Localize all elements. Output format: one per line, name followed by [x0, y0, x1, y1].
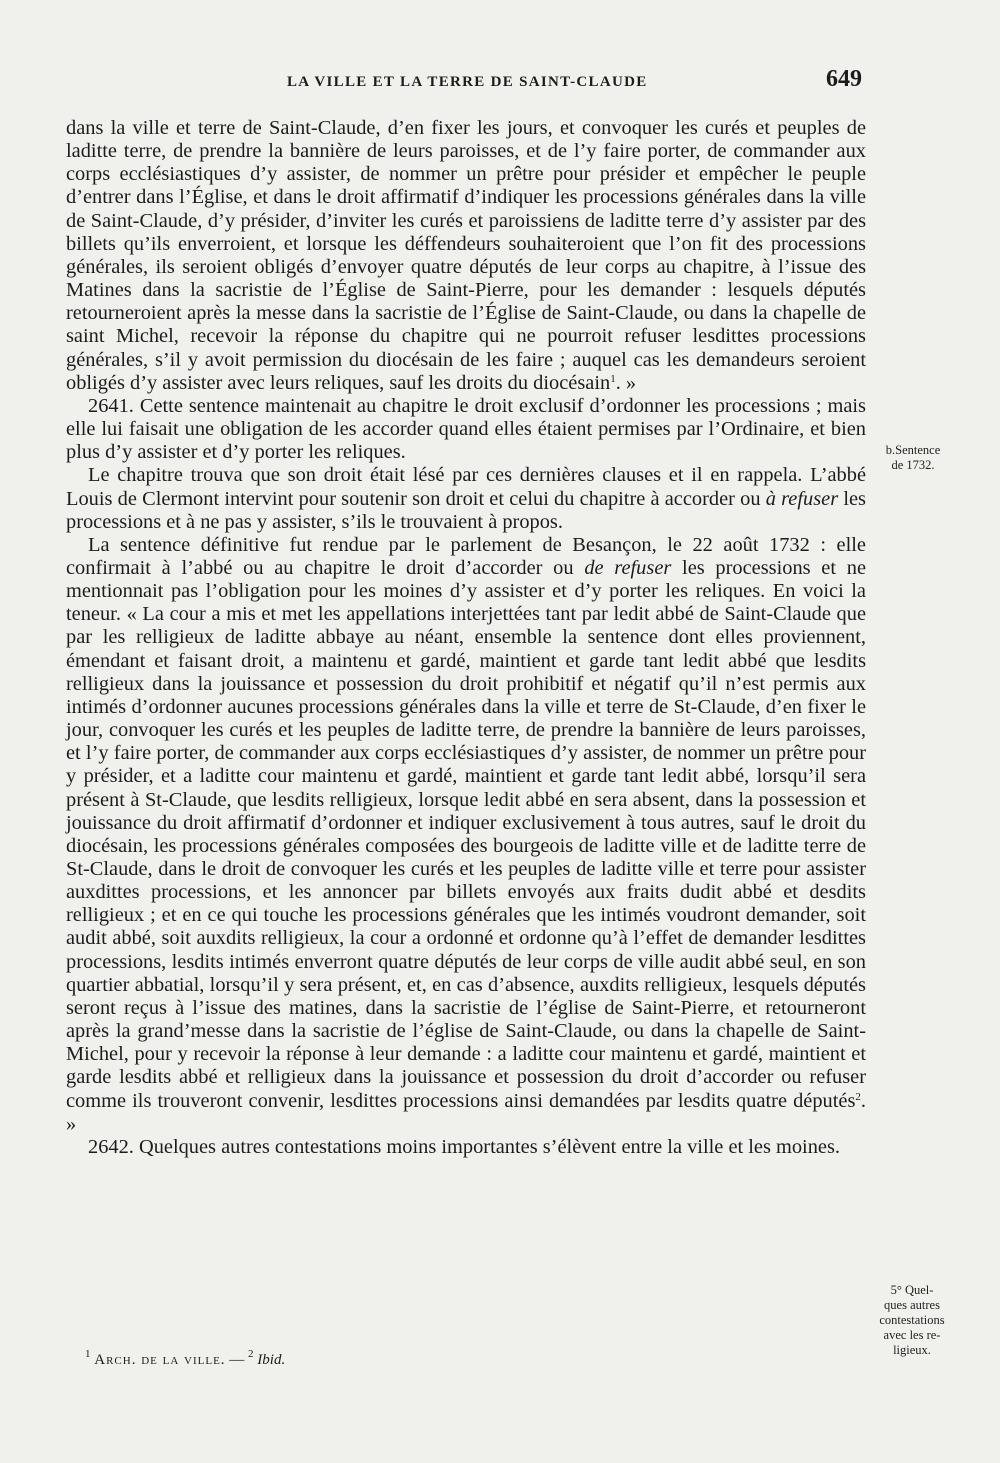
paragraph-end: . » — [615, 371, 637, 394]
paragraph-2641 — [66, 395, 866, 464]
paragraph-2642 — [66, 1136, 866, 1159]
footnote-number: 2 — [248, 1348, 254, 1360]
running-header — [0, 66, 1000, 96]
footnote-reference: Ibid. — [257, 1352, 286, 1368]
footnote-separator: — — [225, 1352, 249, 1368]
margin-note-line: ques autres — [884, 1298, 940, 1312]
paragraph-text: 2642. Quelques autres contestations moins importantes s’élèvent entre la ville et les moines. — [88, 1135, 841, 1158]
margin-note-contestations — [866, 1283, 958, 1358]
paragraph-end: . » — [66, 1089, 866, 1135]
footnote-number: 1 — [85, 1348, 91, 1360]
paragraph-text: dans la ville et terre de Saint-Claude, d’en fixer les jours, et convoquer les curés et peuples de laditte terre, de prendre la bannière de leurs paroisses, et de l’y faire porter, de commander aux corps ecclésiastiques d’y assister, de nommer un prêtre pour présider et empêcher le peuple d’entrer dans l’Église, et dans le droit affirmatif d’indiquer les processions générales dans la ville de Saint-Claude, d’y présider, d’inviter les curés et paroissiens de laditte terre d’y assister par des billets qu’ils enverroient, et lorsque les déffendeurs souhaiteroient que l’on fit des processions générales, ils seroient obligés d’envoyer quatre députés de leur corps au chapitre, à l’issue des Matines dans la sacristie de l’Église de Saint-Pierre, pour les demander : lesquels députés retourneroient après la messe dans la sacristie de l’Église de Saint-Claude, ou dans la chapelle de saint Michel, recevoir la réponse du chapitre qui ne pourroit refuser lesdittes processions générales, s’il y avoit permission du diocésain de les faire ; auquel cas les demandeurs seroient obligés d’y assister avec leurs reliques, sauf les droits du diocésain — [66, 117, 866, 394]
margin-note-line: contestations — [879, 1313, 945, 1327]
paragraph-continuation — [66, 117, 866, 395]
emphasis-text: à refuser — [765, 487, 839, 510]
paragraph-chapitre — [66, 464, 866, 533]
footnote-marker: 1 — [610, 372, 616, 385]
margin-note-line: de 1732. — [891, 458, 935, 472]
margin-note-line: 5° Quel- — [890, 1283, 934, 1297]
paragraph-text: Le chapitre trouva que son droit était lésé par ces dernières clauses et il en rappela. L’abbé Louis de Clermont intervint pour soutenir son droit et celui du chapitre à accorder ou — [66, 464, 866, 510]
paragraph-sentence-definitive — [66, 534, 866, 1136]
footnote-reference: Arch. de la ville. — [94, 1352, 226, 1368]
emphasis-text: de refuser — [584, 556, 672, 579]
running-title: LA VILLE ET LA TERRE DE SAINT-CLAUDE — [287, 74, 648, 90]
margin-note-line: ligieux. — [893, 1343, 931, 1357]
paragraph-text: La sentence définitive fut rendue par le parlement de Besançon, le 22 août 1732 : elle confirmait à l’abbé ou au chapitre le droit d’accorder ou — [66, 533, 866, 579]
paragraph-text: 2641. Cette sentence maintenait au chapitre le droit exclusif d’ordonner les processions ; mais elle lui faisait une obligation de les accorder quand elles étaient permises par l’Ordinaire, et bien plus d’y assister et d’y porter les reliques. — [66, 394, 866, 464]
paragraph-text: les processions et ne mentionnait pas l’obligation pour les moines d’y assister et d’y porter les reliques. En voici la teneur. « La cour a mis et met les appellations interjettées tant par ledit abbé de Saint-Claude que par les relligieux de laditte abbaye au néant, ensemble la sentence dont elles proviennent, émendant et faisant droit, a maintenu et gardé, maintient et garde tant ledit abbé que lesdits relligieux dans la jouissance et possession du droit prohibitif et négatif qu’il n’est permis aux intimés d’ordonner aucunes processions générales dans la ville et terre de St-Claude, d’en fixer le jour, convoquer les curés et les peuples de laditte terre, de prendre la bannière de leurs paroisses, et l’y faire porter, de commander aux corps ecclésiastiques d’y assister, de nommer un prêtre pour y présider, et a laditte cour maintenu et gardé, maintient et garde tant ledit abbé, lorsqu’il sera présent à St-Claude, que lesdits relligieux, lorsque ledit abbé en sera absent, dans la possession et jouissance du droit affirmatif d’ordonner et indiquer exclusivement à tous autres, sauf le droit du diocésain, les processions générales composées des bourgeois de laditte ville et de laditte terre de St-Claude, dans le droit de convoquer les curés et les peuples de laditte ville et terre pour assister auxdittes processions, et les annoncer par billets envoyés aux fraits dudit abbé et desdits relligieux ; et en ce qui touche les processions générales que les intimés voudront demander, soit audit abbé, soit auxdits relligieux, la cour a ordonné et ordonne qu’à l’effet de demander lesdittes processions, lesdits intimés enverront quatre députés de leur corps de ville audit abbé seul, en son quartier abbatial, lorsqu’il y sera présent, et, en cas d’absence, auxdits relligieux, lesquels députés seront reçus à l’issue des matines, dans la sacristie de l’église de Saint-Pierre, et retourneront après la grand’messe dans la sacristie de l’église de Saint-Claude, ou dans la chapelle de Saint-Michel, pour y recevoir la réponse à leur demande : a laditte cour maintenu et gardé, maintient et garde lesdits abbé et relligieux dans la jouissance et possession du droit d’accorder ou refuser comme ils trouveront convenir, lesdittes processions ainsi demandées par lesdits quatre députés — [66, 556, 866, 1112]
margin-note-line: avec les re- — [883, 1328, 941, 1342]
margin-note-line: b.Sentence — [885, 443, 941, 457]
footnotes — [85, 1348, 286, 1369]
footnote-marker: 2 — [855, 1090, 861, 1103]
margin-note-sentence — [868, 443, 958, 473]
page-number: 649 — [826, 66, 862, 92]
main-text — [66, 117, 866, 1159]
paragraph-text: les processions et à ne pas y assister, s’ils le trouvaient à propos. — [66, 487, 866, 533]
